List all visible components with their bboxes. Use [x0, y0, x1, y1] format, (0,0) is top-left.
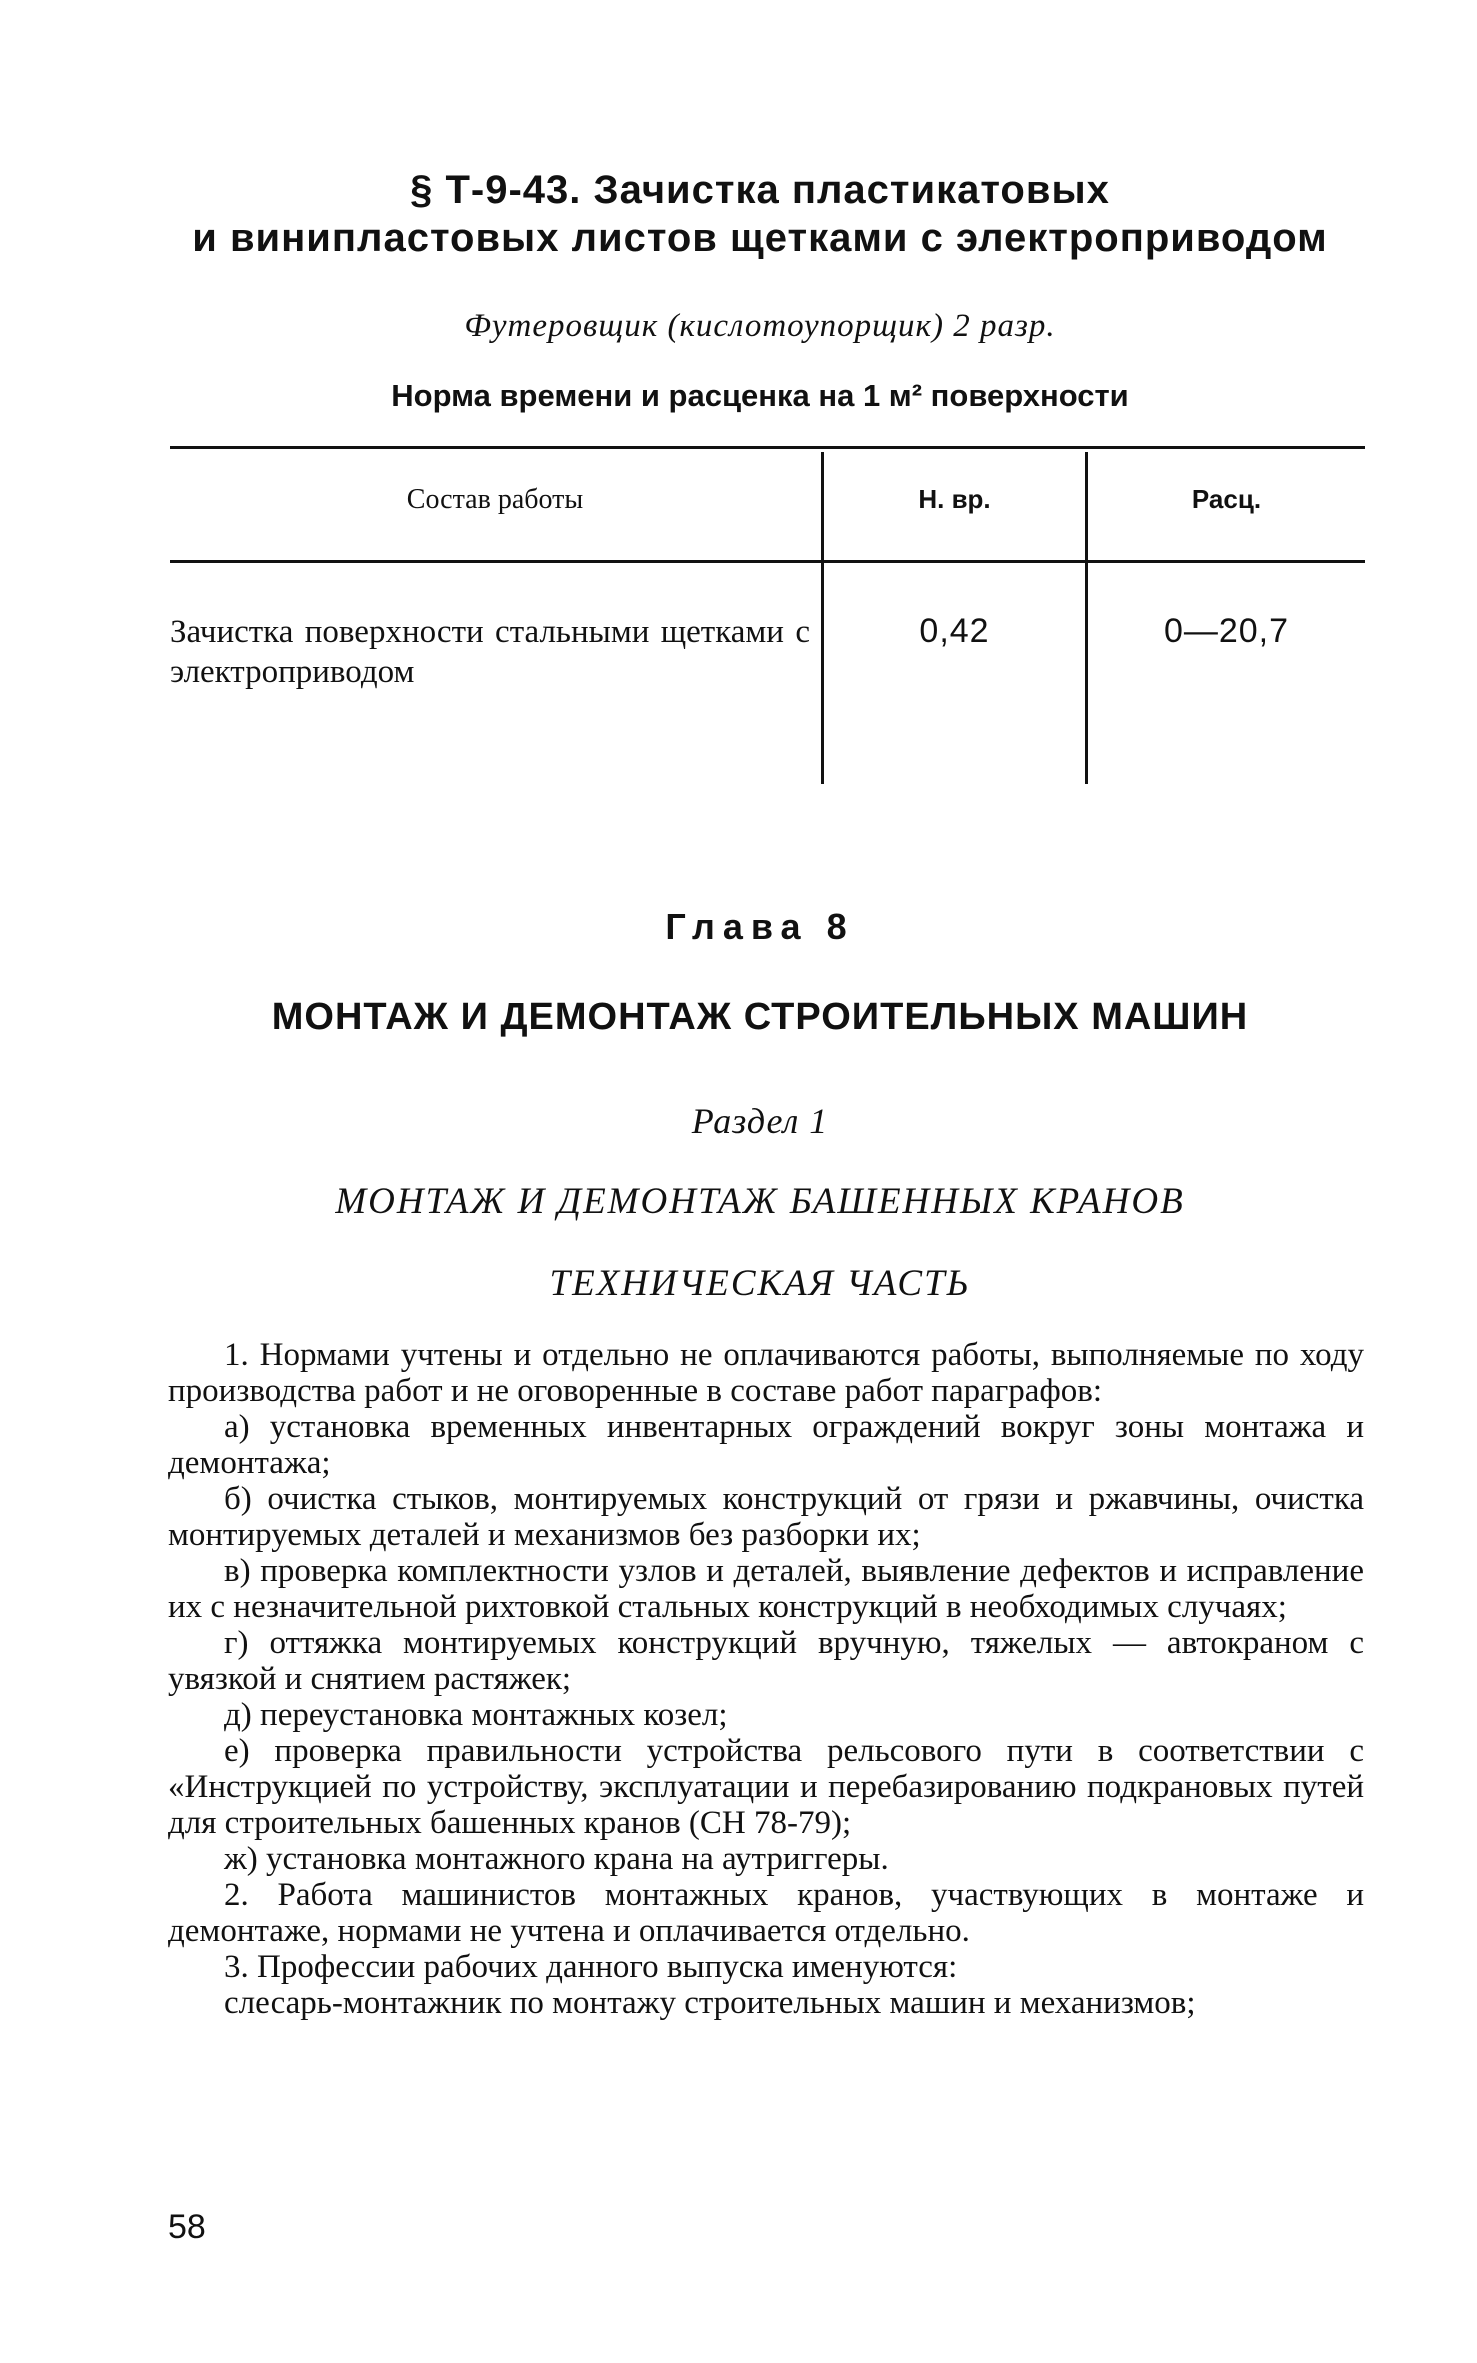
table-header-rule: [170, 560, 1365, 563]
paragraph-title-line2: и винипластовых листов щетками с электроприводом: [192, 216, 1328, 260]
body-paragraph: в) проверка комплектности узлов и деталей, выявление дефектов и исправление их с незначительной рихтовкой стальных конструкций в необходимых случаях;: [168, 1553, 1364, 1625]
norm-caption: Норма времени и расценка на 1 м² поверхности: [391, 378, 1129, 413]
table-cell-work: Зачистка поверхности стальными щетками с электроприводом: [170, 614, 810, 690]
table-cell-price: 0—20,7: [1163, 612, 1290, 650]
page-number: 58: [168, 2208, 206, 2246]
table-header-price: Расц.: [1191, 484, 1262, 514]
body-paragraph: 3. Профессии рабочих данного выпуска именуются:: [224, 1949, 958, 1985]
paragraph-title-line1: § Т-9-43. Зачистка пластикатовых: [410, 168, 1110, 212]
chapter-title: МОНТАЖ И ДЕМОНТАЖ СТРОИТЕЛЬНЫХ МАШИН: [271, 996, 1249, 1038]
section-title: МОНТАЖ И ДЕМОНТАЖ БАШЕННЫХ КРАНОВ: [335, 1181, 1185, 1222]
chapter-label: Глава 8: [665, 906, 855, 947]
table-cell-time: 0,42: [919, 612, 990, 650]
body-paragraph: д) переустановка монтажных козел;: [224, 1697, 728, 1733]
body-paragraph: 1. Нормами учтены и отдельно не оплачиваются работы, выполняемые по ходу производства работ и не оговоренные в составе работ параграфов:: [168, 1337, 1364, 1409]
worker-profession: Футеровщик (кислотоупорщик) 2 разр.: [464, 308, 1056, 344]
body-paragraph: а) установка временных инвентарных ограждений вокруг зоны монтажа и демонтажа;: [168, 1409, 1364, 1481]
body-paragraph: е) проверка правильности устройства рельсового пути в соответствии с «Инструкцией по устройству, эксплуатации и перебазированию подкрановых путей для строительных башенных кранов (СН 78-79);: [168, 1733, 1364, 1841]
table-top-rule: [170, 446, 1365, 449]
body-paragraph: 2. Работа машинистов монтажных кранов, участвующих в монтаже и демонтаже, нормами не учтена и оплачивается отдельно.: [168, 1877, 1364, 1949]
body-text: [168, 1337, 1364, 2021]
technical-part-heading: ТЕХНИЧЕСКАЯ ЧАСТЬ: [549, 1263, 971, 1304]
body-paragraph: ж) установка монтажного крана на аутриггеры.: [224, 1841, 889, 1877]
body-paragraph: б) очистка стыков, монтируемых конструкций от грязи и ржавчины, очистка монтируемых деталей и механизмов без разборки их;: [168, 1481, 1364, 1553]
table-header-work: Состав работы: [406, 484, 584, 515]
table-header-time: Н. вр.: [918, 484, 991, 514]
section-label: Раздел 1: [691, 1101, 829, 1141]
body-paragraph: г) оттяжка монтируемых конструкций вручную, тяжелых — автокраном с увязкой и снятием растяжек;: [168, 1625, 1364, 1697]
body-paragraph: слесарь-монтажник по монтажу строительных машин и механизмов;: [224, 1985, 1196, 2021]
